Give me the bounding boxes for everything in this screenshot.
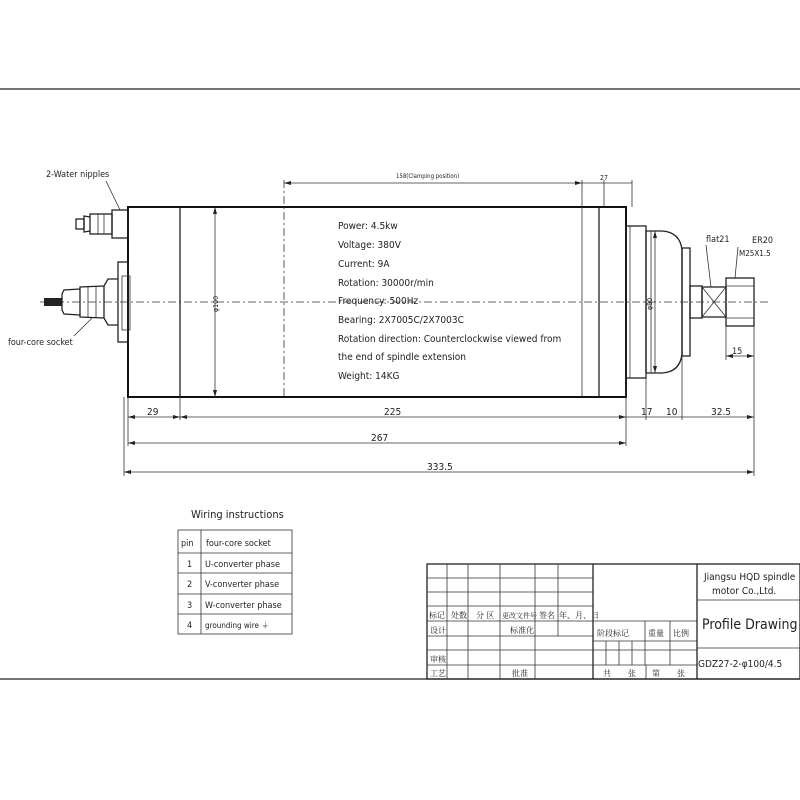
spec-line: the end of spindle extension xyxy=(338,352,467,363)
nipple-fitting xyxy=(84,216,90,232)
wiring-table xyxy=(178,508,292,634)
spec-line: Rotation direction: Counterclockwise viewed from xyxy=(338,334,562,345)
company-line-2: motor Co.,Ltd. xyxy=(712,586,777,597)
dim-10: 10 xyxy=(666,407,678,418)
wiring-header-socket: four-core socket xyxy=(206,539,271,549)
tb-cell: 年、月、日 xyxy=(559,611,599,620)
dim-225: 225 xyxy=(384,407,402,418)
nipple-tip xyxy=(76,219,84,229)
tb-review: 审核 xyxy=(430,655,446,664)
spec-line: Current: 9A xyxy=(338,259,390,270)
dim-17: 17 xyxy=(641,407,653,418)
diameter-80-label: φ80 xyxy=(646,297,654,310)
wiring-pin: 2 xyxy=(187,580,193,590)
tb-cell: 更改文件号 xyxy=(502,612,537,620)
dim-333-5: 333.5 xyxy=(427,462,453,473)
wiring-function: W-converter phase xyxy=(205,601,282,611)
tb-standardize: 标准化 xyxy=(510,626,534,635)
tb-weight: 重量 xyxy=(648,629,664,638)
tb-cell: 处数 xyxy=(451,611,467,620)
clamping-position-label: 158(Clamping position) xyxy=(396,173,460,180)
water-nipples-label: 2-Water nipples xyxy=(46,170,110,180)
flat-leader xyxy=(706,245,711,287)
tb-process: 工艺 xyxy=(430,669,446,678)
company-line-1: Jiangsu HQD spindle xyxy=(704,572,796,583)
wiring-function: U-converter phase xyxy=(205,560,280,570)
spec-line: Voltage: 380V xyxy=(338,240,401,251)
tb-sheets: 共 xyxy=(603,669,611,678)
tb-cell: 签名 xyxy=(539,611,555,620)
diameter-100-label: φ100 xyxy=(212,295,220,312)
wiring-pin: 3 xyxy=(187,601,193,611)
tb-approve: 批准 xyxy=(512,669,528,678)
tb-sheets: 第 xyxy=(652,669,660,678)
tb-cell: 标记 xyxy=(429,611,445,620)
spec-line: Weight: 14KG xyxy=(338,371,400,382)
title-block xyxy=(427,564,800,679)
model-number: GDZ27-2-φ100/4.5 xyxy=(698,659,783,670)
er20-label: ER20 xyxy=(752,236,774,246)
tb-cell: 分 区 xyxy=(476,611,495,620)
wiring-function: V-converter phase xyxy=(205,580,280,590)
nipple-nut xyxy=(90,214,112,234)
tb-stage: 阶段标记 xyxy=(597,629,629,638)
er20-leader xyxy=(735,247,738,278)
wiring-pin: 4 xyxy=(187,621,193,631)
spec-line: Power: 4.5kw xyxy=(338,221,398,232)
wiring-title: Wiring instructions xyxy=(191,508,284,521)
socket-cable xyxy=(44,298,62,306)
water-nipples-leader xyxy=(106,181,120,210)
dimension-lines xyxy=(124,180,754,476)
socket-leader xyxy=(74,318,92,336)
spec-line: Bearing: 2X7005C/2X7003C xyxy=(338,315,464,326)
tb-design: 设计 xyxy=(430,626,446,635)
tb-scale: 比例 xyxy=(673,629,689,638)
wiring-function: grounding wire ⏚ xyxy=(205,621,270,630)
spec-line: Rotation: 30000r/min xyxy=(338,278,434,289)
wiring-header-pin: pin xyxy=(181,539,194,549)
four-core-socket-label: four-core socket xyxy=(8,338,73,348)
dim-27-top-label: 27 xyxy=(600,174,609,182)
dim-32-5: 32.5 xyxy=(711,407,732,418)
dim-15: 15 xyxy=(732,347,743,357)
nipple-block xyxy=(112,210,128,238)
dim-29: 29 xyxy=(147,407,159,418)
dim-267: 267 xyxy=(371,433,389,444)
spec-list xyxy=(338,221,561,382)
drawing-name: Profile Drawing xyxy=(702,617,798,633)
thread-label: M25X1.5 xyxy=(739,249,771,258)
flat-label: flat21 xyxy=(706,235,730,245)
wiring-pin: 1 xyxy=(187,560,193,570)
tb-sheets: 张 xyxy=(628,669,636,678)
spec-line: Frequency: 500Hz xyxy=(338,296,419,307)
tb-sheets: 张 xyxy=(677,669,685,678)
